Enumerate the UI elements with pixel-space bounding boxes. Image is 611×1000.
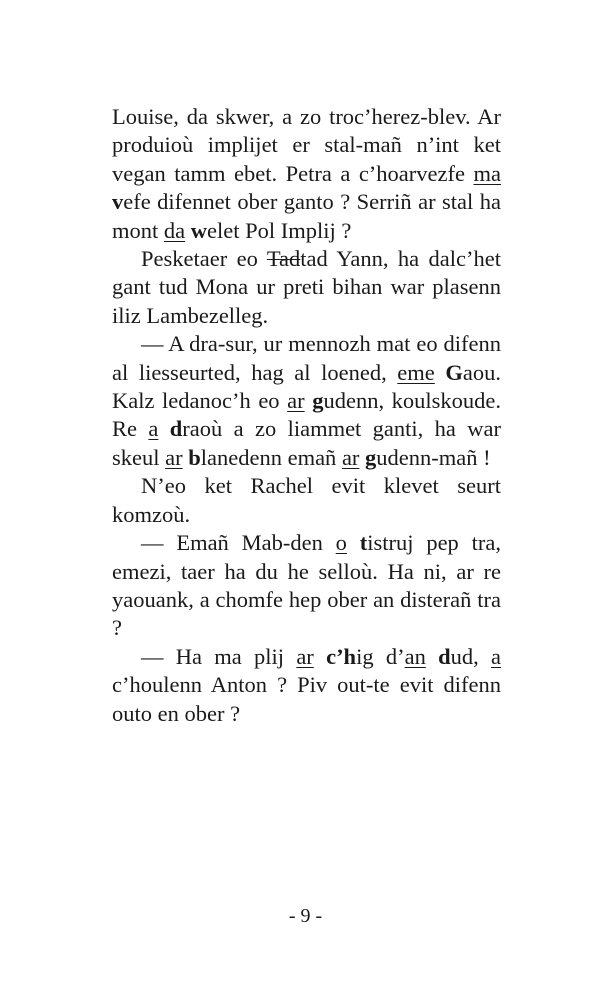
body-text	[112, 103, 501, 728]
text-run: lanedenn emañ	[200, 444, 342, 470]
bold-letter: g	[365, 444, 377, 470]
bold-letter: d	[169, 416, 183, 442]
text-run: tad Yann, ha dalc’het gant tud Mona ur preti bihan war plasenn iliz Lambezelleg.	[112, 246, 501, 328]
underlined-word: a	[148, 416, 159, 442]
paragraph	[112, 472, 501, 529]
text-run	[435, 360, 446, 385]
text-run: aou. Kalz ledanoc’h eo	[112, 359, 501, 414]
text-run: Pesketaer eo	[141, 246, 267, 272]
underlined-word: ma	[473, 160, 501, 186]
text-run: — A dra-sur, ur mennozh mat eo difenn al liesseurted, hag al loened,	[112, 331, 501, 385]
text-run: ig d’	[356, 643, 405, 669]
text-run: elet Pol Implij ?	[207, 217, 352, 243]
text-run: Louise, da skwer, a zo troc’herez-blev. Ar produioù implijet er stal-mañ n’int ket vegan tamm ebet. Petra a c’hoarvezfe	[112, 104, 501, 186]
text-run: — Emañ Mab-den	[141, 530, 336, 556]
underlined-word: ar	[165, 444, 183, 470]
text-run	[426, 644, 438, 669]
paragraph	[112, 529, 501, 643]
underlined-word: da	[163, 217, 186, 243]
text-run: — Ha ma plij	[141, 643, 297, 669]
paragraph	[112, 103, 501, 245]
text-run: raoù a zo liammet ganti, ha war skeul	[112, 416, 502, 470]
underlined-word: an	[404, 643, 426, 669]
underlined-word: eme	[397, 359, 435, 385]
bold-letter: w	[190, 217, 208, 243]
bold-letter: v	[112, 189, 124, 215]
text-run	[158, 416, 169, 441]
text-run: udenn-mañ !	[376, 444, 491, 470]
bold-letter: g	[312, 388, 324, 414]
text-run: efe difennet ober ganto ? Serriñ ar stal ha mont	[112, 189, 501, 243]
struck-word: Tad	[266, 246, 301, 272]
underlined-word: o	[335, 530, 347, 556]
text-run: N’eo ket Rachel evit klevet seurt komzoù.	[112, 473, 501, 527]
underlined-word: a	[491, 643, 502, 669]
page-number: - 9 -	[288, 905, 323, 927]
bold-letter: b	[188, 444, 201, 470]
underlined-word: ar	[287, 388, 305, 414]
bold-letter: G	[445, 359, 463, 385]
paragraph	[112, 643, 501, 728]
bold-letter: t	[359, 530, 368, 556]
text-run: ud,	[450, 643, 492, 669]
underlined-word: ar	[341, 444, 360, 470]
paragraph	[112, 245, 501, 330]
text-run	[314, 644, 326, 669]
text-run	[347, 530, 360, 555]
underlined-word: ar	[296, 643, 314, 669]
text-run: istruj pep tra, emezi, taer ha du he selloù. Ha ni, ar re yaouank, a chomfe hep ober an disterañ tra ?	[112, 530, 501, 641]
bold-letter: d	[438, 643, 451, 669]
bold-letter: c’h	[326, 643, 357, 669]
text-run: c’houlenn Anton ? Piv out-te evit difenn outo en ober ?	[112, 672, 501, 726]
paragraph	[112, 330, 501, 472]
text-run: udenn, koulskoude. Re	[112, 388, 502, 442]
